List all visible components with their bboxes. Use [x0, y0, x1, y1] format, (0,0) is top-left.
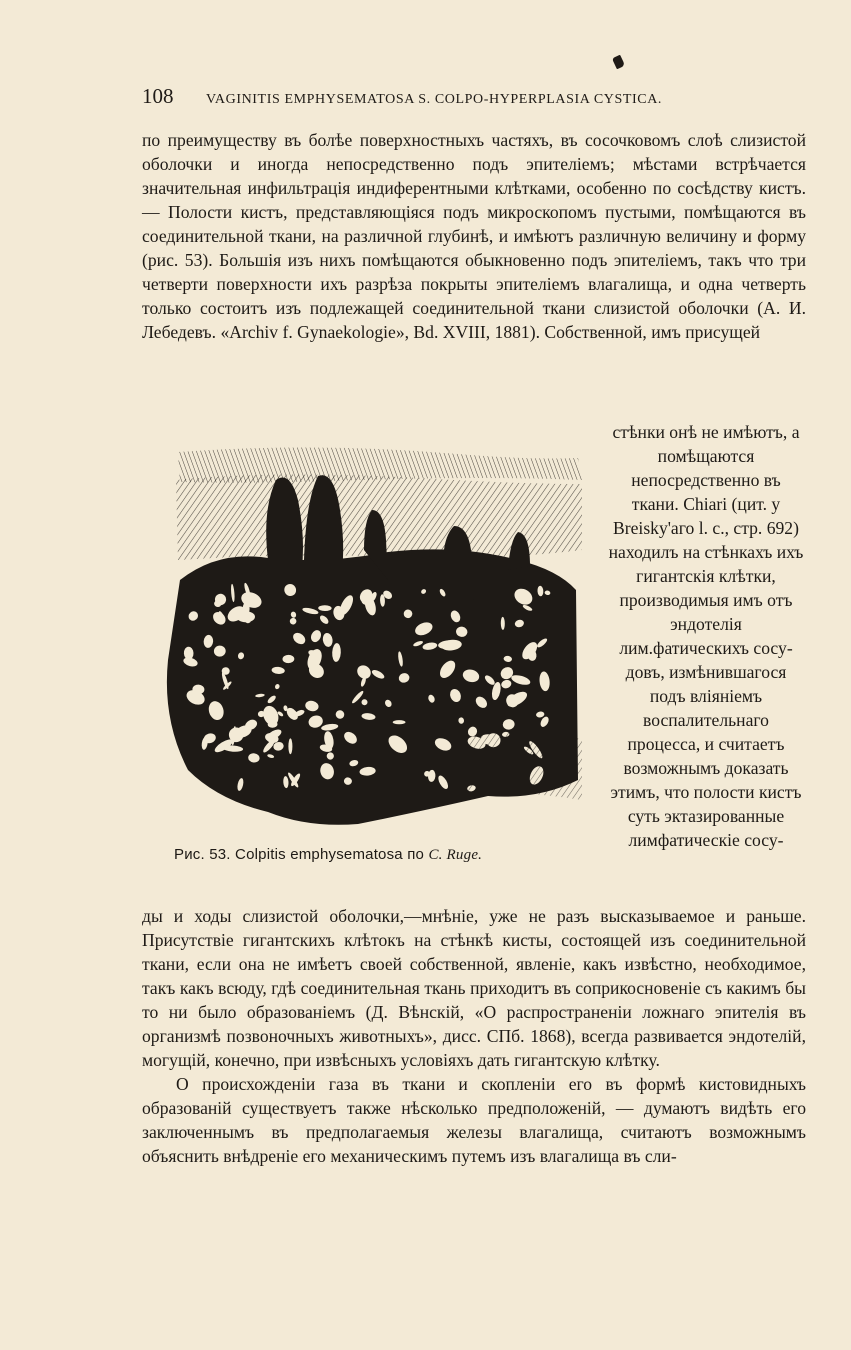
paragraph-side-column	[606, 420, 806, 852]
paragraph-top	[142, 128, 806, 344]
paragraph-bottom	[142, 904, 806, 1168]
text-lines-side: стѣнки онѣ не имѣютъ, а помѣщаются непосредственно въ ткани. Chiari (цит. у Breisky'аго l. c., стр. 692) находилъ на стѣнкахъ ихъ гигантскія клѣтки, производимыя имъ отъ эндотелія лим.фатическихъ сосудовъ, измѣнившагося подъ вліяніемъ воспалительнаго процесса, и считаетъ возможнымъ доказать этимъ, что полости кистъ суть эктазированные лимфатическіе сосу-	[608, 422, 804, 850]
caption-prefix: Рис. 53. Colpitis emphysematosa по	[174, 846, 425, 863]
text-lines-bottom: ды и ходы слизистой оболочки,—мнѣніе, уже не разъ высказываемое и раньше. Присутствіе гигантскихъ клѣтокъ на стѣнкѣ кисты, состоящей изъ соединительной ткани, если она не имѣетъ своей собственной, явленіе, какъ извѣстно, необходимое, такъ какъ всюду, гдѣ соединительная ткань приходитъ въ соприкосновеніе съ какимъ бы то ни было образованіемъ (Д. Вѣнскій, «О распространеніи ложнаго эпителія въ организмѣ позвоночныхъ животныхъ», дисс. СПб. 1868), всегда развивается эндотелій, могущій, конечно, при извѣсныхъ условіяхъ дать гигантскую клѣтку.	[142, 906, 806, 1070]
text-lines-last-paragraph: О происхожденіи газа въ ткани и скопленіи его въ формѣ кистовидныхъ образованій существуетъ также нѣсколько предположеній, — думаютъ видѣть его заключеннымъ въ предполагаемыя железы влагалища, считаютъ возможнымъ объяснить внѣдреніе его механическимъ путемъ изъ влагалища въ сли-	[142, 1074, 806, 1166]
figure-53-illustration	[158, 440, 586, 832]
cyst-cavity	[393, 720, 406, 724]
page-number: 108	[142, 84, 174, 108]
figure-caption	[174, 846, 574, 864]
page-header	[142, 84, 802, 108]
tissue-engraving	[158, 440, 586, 832]
ink-blot	[612, 55, 625, 70]
text-lines-top: по преимуществу въ болѣе поверхностныхъ частяхъ, въ сосочковомъ слоѣ слизистой оболочки и иногда непосредственно подъ эпителіемъ; мѣстами встрѣчается значительная инфильтрація индиферентными клѣтками, особенно по сосѣдству кистъ. — Полости кистъ, представляющіяся подъ микроскопомъ пустыми, помѣщаются въ соединительной ткани, на различной глубинѣ, и имѣютъ различную величину и форму (рис. 53). Большія изъ нихъ помѣщаются обыкновенно подъ эпителіемъ, такъ что три четверти поверхности ихъ разрѣза покрыты эпителіемъ влагалища, и одна четверть только состоитъ изъ подлежащей соединительной ткани слизистой оболочки (А. И. Лебедевъ. «Archiv f. Gynaekologie», Bd. XVIII, 1881). Собственной, имъ присущей	[142, 130, 806, 342]
running-head: VAGINITIS EMPHYSEMATOSA S. COLPO-HYPERPLASIA CYSTICA.	[206, 92, 663, 107]
cyst-cavity	[288, 738, 292, 754]
caption-author: C. Ruge.	[428, 847, 483, 863]
